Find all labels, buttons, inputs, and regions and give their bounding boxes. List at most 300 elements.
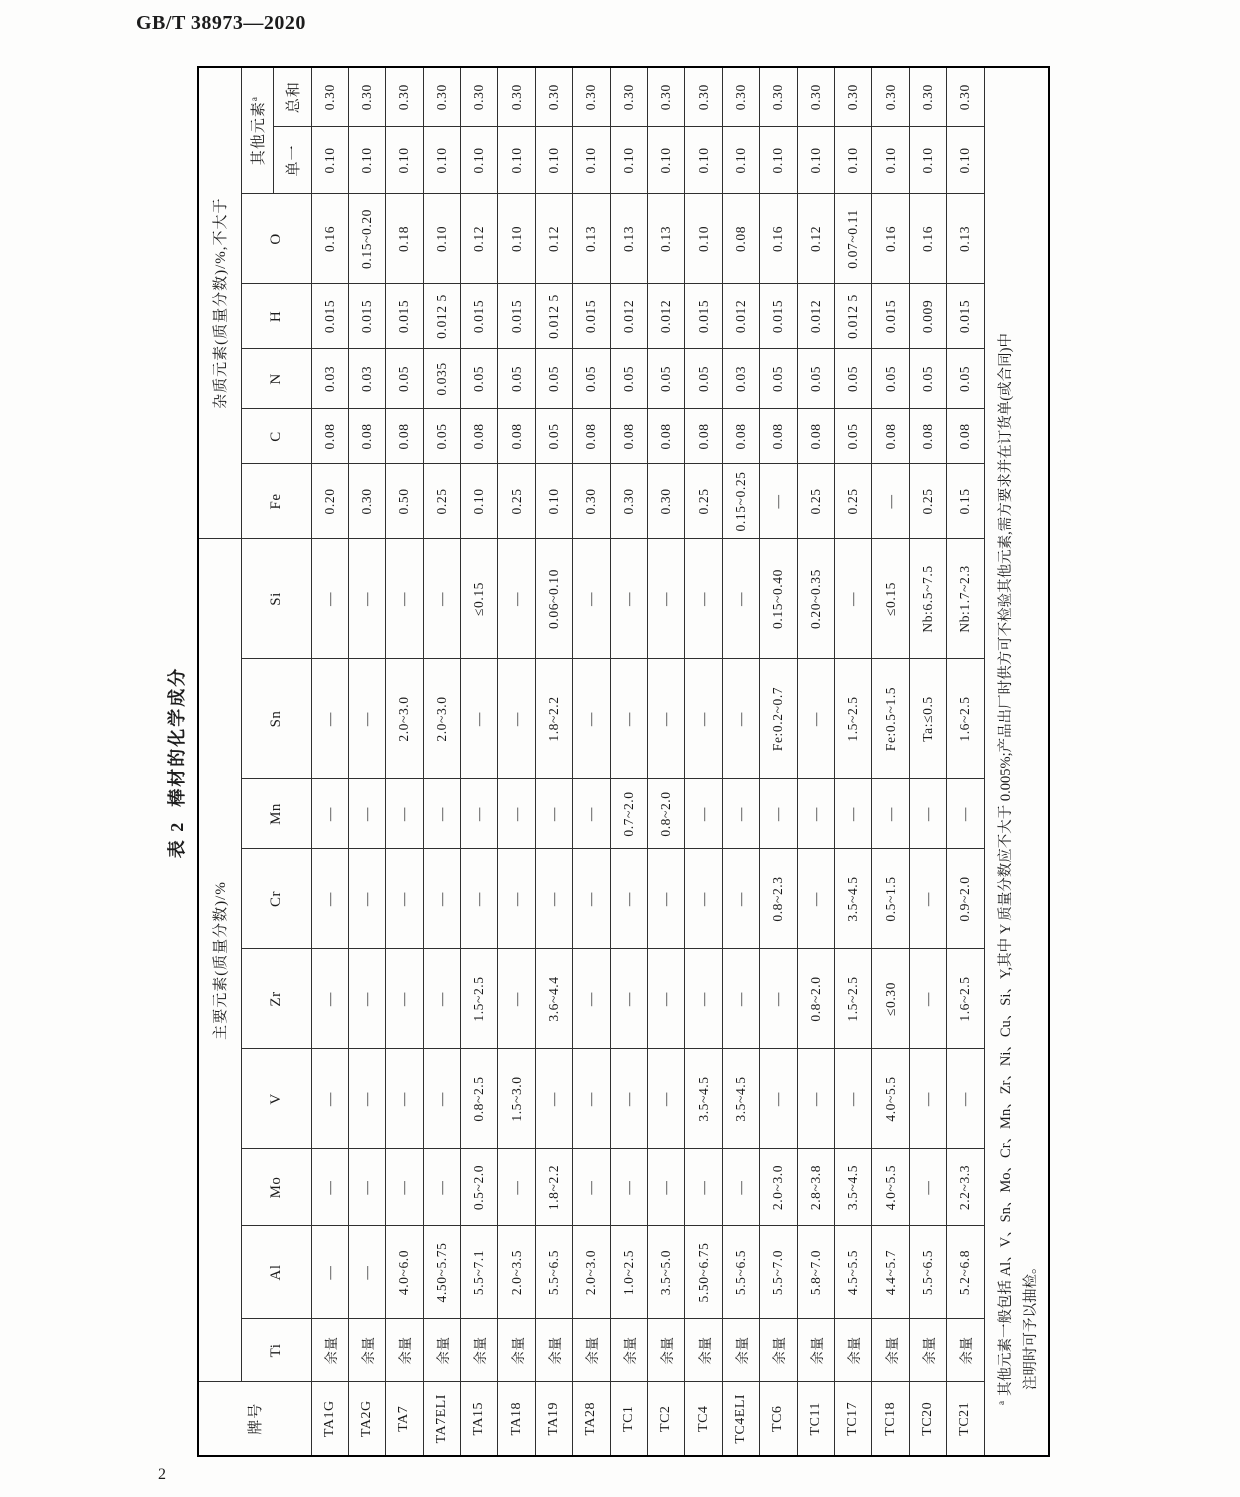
value-cell: —	[535, 1049, 572, 1149]
value-cell: 0.015	[311, 284, 348, 349]
value-cell: 0.08	[872, 409, 909, 464]
value-cell: —	[648, 539, 685, 659]
value-cell: 0.03	[311, 349, 348, 409]
value-cell: —	[311, 779, 348, 849]
value-cell: 3.5~5.0	[648, 1226, 685, 1319]
value-cell: —	[348, 949, 385, 1049]
value-cell: 0.12	[535, 194, 572, 284]
value-cell: 0.015	[498, 284, 535, 349]
value-cell: 3.6~4.4	[535, 949, 572, 1049]
value-cell: —	[909, 1149, 946, 1226]
value-cell: 0.15~0.25	[722, 464, 759, 539]
value-cell: 4.5~5.5	[834, 1226, 871, 1319]
value-cell: —	[348, 539, 385, 659]
value-cell: 余量	[722, 1319, 759, 1382]
value-cell: 0.012	[722, 284, 759, 349]
table-row-TC6	[760, 67, 797, 1456]
value-cell: —	[535, 779, 572, 849]
value-cell: 0.012	[648, 284, 685, 349]
table-row-TA15	[461, 67, 498, 1456]
value-cell: —	[685, 1149, 722, 1226]
value-cell: 0.08	[722, 194, 759, 284]
header-element-Ti: Ti	[241, 1319, 311, 1382]
value-cell: 余量	[498, 1319, 535, 1382]
value-cell: ≤0.30	[872, 949, 909, 1049]
value-cell: 5.8~7.0	[797, 1226, 834, 1319]
value-cell: —	[573, 539, 610, 659]
value-cell: 0.10	[610, 127, 647, 194]
value-cell: 0.30	[311, 67, 348, 127]
value-cell: 0.05	[834, 409, 871, 464]
value-cell: 0.10	[461, 127, 498, 194]
value-cell: Fe:0.2~0.7	[760, 659, 797, 779]
value-cell: 0.08	[461, 409, 498, 464]
value-cell: 0.30	[797, 67, 834, 127]
value-cell: —	[648, 1049, 685, 1149]
header-impurity-group: 杂质元素(质量分数)/%,不大于	[198, 67, 241, 539]
value-cell: 0.30	[685, 67, 722, 127]
value-cell: —	[872, 464, 909, 539]
table-title-text: 棒材的化学成分	[167, 666, 187, 807]
value-cell: 3.5~4.5	[722, 1049, 759, 1149]
value-cell: 0.05	[573, 349, 610, 409]
value-cell: 0.05	[797, 349, 834, 409]
value-cell: 1.5~2.5	[461, 949, 498, 1049]
value-cell: 余量	[461, 1319, 498, 1382]
value-cell: 0.10	[685, 194, 722, 284]
footnote-marker: a	[995, 1401, 1006, 1405]
grade-cell: TA18	[498, 1382, 535, 1456]
value-cell: 0.30	[348, 67, 385, 127]
value-cell: 0.30	[610, 464, 647, 539]
value-cell: —	[348, 1149, 385, 1226]
value-cell: 余量	[834, 1319, 871, 1382]
value-cell: —	[685, 539, 722, 659]
value-cell: 0.30	[573, 67, 610, 127]
value-cell: —	[535, 849, 572, 949]
standard-code: GB/T 38973—2020	[136, 12, 306, 34]
header-element-Mn: Mn	[241, 779, 311, 849]
value-cell: —	[797, 779, 834, 849]
value-cell: 0.05	[461, 349, 498, 409]
value-cell: 0.20	[311, 464, 348, 539]
rotated-table-area	[155, 68, 1048, 1457]
value-cell: 0.9~2.0	[947, 849, 984, 949]
value-cell: 0.15	[947, 464, 984, 539]
value-cell: 0.8~2.3	[760, 849, 797, 949]
value-cell: 0.10	[423, 194, 460, 284]
value-cell: 0.18	[386, 194, 423, 284]
value-cell: —	[685, 779, 722, 849]
value-cell: 0.05	[685, 349, 722, 409]
value-cell: Ta:≤0.5	[909, 659, 946, 779]
value-cell: 5.5~7.0	[760, 1226, 797, 1319]
value-cell: —	[311, 659, 348, 779]
grade-cell: TA19	[535, 1382, 572, 1456]
table-footnote	[984, 67, 1049, 1456]
value-cell: 余量	[648, 1319, 685, 1382]
value-cell: 0.10	[386, 127, 423, 194]
value-cell: 0.012 5	[423, 284, 460, 349]
value-cell: 0.08	[797, 409, 834, 464]
value-cell: 1.8~2.2	[535, 1149, 572, 1226]
footnote-line-2: 注明时可予以抽检。	[1022, 1259, 1039, 1390]
value-cell: 0.50	[386, 464, 423, 539]
header-element-C: C	[241, 409, 311, 464]
value-cell: 2.0~3.5	[498, 1226, 535, 1319]
grade-cell: TC17	[834, 1382, 871, 1456]
value-cell: —	[947, 1049, 984, 1149]
value-cell: —	[834, 779, 871, 849]
header-other-elements-group: 其他元素$^a$	[241, 67, 273, 194]
value-cell: 0.25	[685, 464, 722, 539]
table-row-TC20	[909, 67, 946, 1456]
header-other-single: 单一	[273, 127, 311, 194]
value-cell: 2.2~3.3	[947, 1149, 984, 1226]
value-cell: 0.30	[909, 67, 946, 127]
table-row-TC11	[797, 67, 834, 1456]
value-cell: —	[386, 779, 423, 849]
value-cell: 1.8~2.2	[535, 659, 572, 779]
value-cell: —	[311, 949, 348, 1049]
header-main-elements-group: 主要元素(质量分数)/%	[198, 539, 241, 1382]
value-cell: —	[685, 659, 722, 779]
table-row-TA28	[573, 67, 610, 1456]
value-cell: —	[348, 659, 385, 779]
value-cell: 5.5~6.5	[909, 1226, 946, 1319]
value-cell: —	[610, 659, 647, 779]
header-element-H: H	[241, 284, 311, 349]
value-cell: —	[498, 1149, 535, 1226]
value-cell: 5.5~7.1	[461, 1226, 498, 1319]
chemical-composition-table	[197, 66, 1050, 1457]
value-cell: —	[685, 949, 722, 1049]
value-cell: —	[610, 1049, 647, 1149]
value-cell: —	[573, 1149, 610, 1226]
value-cell: —	[348, 1049, 385, 1149]
value-cell: —	[722, 539, 759, 659]
value-cell: —	[498, 779, 535, 849]
value-cell: Nb:6.5~7.5	[909, 539, 946, 659]
value-cell: 0.16	[872, 194, 909, 284]
value-cell: 5.2~6.8	[947, 1226, 984, 1319]
grade-cell: TC2	[648, 1382, 685, 1456]
table-row-TC4ELI	[722, 67, 759, 1456]
value-cell: —	[909, 949, 946, 1049]
header-element-Zr: Zr	[241, 949, 311, 1049]
value-cell: 0.13	[573, 194, 610, 284]
value-cell: 1.6~2.5	[947, 659, 984, 779]
value-cell: 2.0~3.0	[386, 659, 423, 779]
value-cell: —	[461, 849, 498, 949]
value-cell: 0.05	[872, 349, 909, 409]
grade-cell: TC1	[610, 1382, 647, 1456]
value-cell: —	[573, 849, 610, 949]
value-cell: 0.5~2.0	[461, 1149, 498, 1226]
grade-cell: TC4ELI	[722, 1382, 759, 1456]
value-cell: —	[722, 1149, 759, 1226]
value-cell: 0.13	[648, 194, 685, 284]
table-row-TA18	[498, 67, 535, 1456]
value-cell: 0.12	[461, 194, 498, 284]
value-cell: 0.10	[797, 127, 834, 194]
value-cell: 0.05	[909, 349, 946, 409]
value-cell: 0.08	[909, 409, 946, 464]
grade-cell: TC21	[947, 1382, 984, 1456]
value-cell: 0.015	[573, 284, 610, 349]
value-cell: 0.15~0.40	[760, 539, 797, 659]
value-cell: 0.10	[498, 127, 535, 194]
value-cell: 0.20~0.35	[797, 539, 834, 659]
value-cell: 0.05	[386, 349, 423, 409]
value-cell: 0.30	[386, 67, 423, 127]
value-cell: 0.03	[348, 349, 385, 409]
value-cell: 0.10	[348, 127, 385, 194]
value-cell: —	[648, 659, 685, 779]
value-cell: —	[722, 779, 759, 849]
value-cell: 0.8~2.0	[648, 779, 685, 849]
value-cell: —	[610, 1149, 647, 1226]
value-cell: 余量	[872, 1319, 909, 1382]
value-cell: 0.015	[685, 284, 722, 349]
value-cell: 0.30	[461, 67, 498, 127]
value-cell: —	[311, 539, 348, 659]
value-cell: —	[348, 779, 385, 849]
grade-cell: TC6	[760, 1382, 797, 1456]
value-cell: 0.16	[909, 194, 946, 284]
value-cell: 0.015	[760, 284, 797, 349]
value-cell: 4.50~5.75	[423, 1226, 460, 1319]
value-cell: 1.5~3.0	[498, 1049, 535, 1149]
grade-cell: TA7ELI	[423, 1382, 460, 1456]
value-cell: —	[947, 779, 984, 849]
value-cell: 0.30	[348, 464, 385, 539]
value-cell: 0.15~0.20	[348, 194, 385, 284]
value-cell: 0.10	[760, 127, 797, 194]
value-cell: 0.30	[834, 67, 871, 127]
grade-cell: TC18	[872, 1382, 909, 1456]
value-cell: 0.015	[461, 284, 498, 349]
value-cell: 0.10	[947, 127, 984, 194]
value-cell: 5.50~6.75	[685, 1226, 722, 1319]
value-cell: 0.05	[648, 349, 685, 409]
value-cell: 4.0~5.5	[872, 1149, 909, 1226]
table-title-prefix: 表 2	[167, 820, 187, 859]
value-cell: 0.10	[872, 127, 909, 194]
value-cell: —	[386, 539, 423, 659]
value-cell: —	[573, 949, 610, 1049]
value-cell: 0.05	[535, 409, 572, 464]
value-cell: —	[909, 779, 946, 849]
value-cell: 0.015	[872, 284, 909, 349]
value-cell: 4.0~6.0	[386, 1226, 423, 1319]
value-cell: 0.10	[685, 127, 722, 194]
value-cell: 0.012	[797, 284, 834, 349]
value-cell: 0.08	[760, 409, 797, 464]
value-cell: 0.05	[535, 349, 572, 409]
grade-cell: TA15	[461, 1382, 498, 1456]
value-cell: Fe:0.5~1.5	[872, 659, 909, 779]
value-cell: 2.0~3.0	[760, 1149, 797, 1226]
value-cell: —	[386, 949, 423, 1049]
value-cell: —	[573, 659, 610, 779]
value-cell: 0.10	[535, 464, 572, 539]
table-row-TA19	[535, 67, 572, 1456]
value-cell: 0.012 5	[834, 284, 871, 349]
value-cell: 0.25	[797, 464, 834, 539]
value-cell: 1.0~2.5	[610, 1226, 647, 1319]
value-cell: 0.30	[610, 67, 647, 127]
page-number: 2	[158, 1466, 166, 1483]
value-cell: —	[797, 1049, 834, 1149]
value-cell: —	[760, 949, 797, 1049]
value-cell: 0.10	[423, 127, 460, 194]
value-cell: 0.10	[461, 464, 498, 539]
value-cell: —	[722, 659, 759, 779]
value-cell: —	[423, 539, 460, 659]
value-cell: 2.0~3.0	[573, 1226, 610, 1319]
value-cell: 0.08	[348, 409, 385, 464]
value-cell: 0.03	[722, 349, 759, 409]
value-cell: 0.30	[760, 67, 797, 127]
value-cell: —	[760, 779, 797, 849]
value-cell: 余量	[311, 1319, 348, 1382]
value-cell: —	[386, 1049, 423, 1149]
value-cell: 0.10	[834, 127, 871, 194]
header-element-Mo: Mo	[241, 1149, 311, 1226]
footnote-line-1: $^a$其他元素一般包括 Al、V、Sn、Mo、Cr、Mn、Zr、Ni、Cu、Si、Y,其中 Y 质量分数应不大于 0.005%;产品出厂时供方可不检验其他元素,需方要求并在订货单(或合同)中	[995, 333, 1014, 1405]
value-cell: 余量	[909, 1319, 946, 1382]
value-cell: 0.30	[722, 67, 759, 127]
table-row-TC1	[610, 67, 647, 1456]
value-cell: 0.16	[760, 194, 797, 284]
table-row-TC17	[834, 67, 871, 1456]
value-cell: 0.05	[760, 349, 797, 409]
value-cell: 0.08	[610, 409, 647, 464]
value-cell: 3.5~4.5	[834, 1149, 871, 1226]
value-cell: 0.30	[423, 67, 460, 127]
header-element-Si: Si	[241, 539, 311, 659]
value-cell: 0.25	[834, 464, 871, 539]
value-cell: 1.5~2.5	[834, 659, 871, 779]
value-cell: —	[423, 1049, 460, 1149]
value-cell: —	[348, 1226, 385, 1319]
value-cell: —	[423, 779, 460, 849]
value-cell: 5.5~6.5	[722, 1226, 759, 1319]
value-cell: 0.015	[348, 284, 385, 349]
grade-cell: TC4	[685, 1382, 722, 1456]
value-cell: 0.30	[498, 67, 535, 127]
table-title	[155, 68, 197, 1457]
value-cell: 余量	[685, 1319, 722, 1382]
header-element-Al: Al	[241, 1226, 311, 1319]
value-cell: 余量	[797, 1319, 834, 1382]
value-cell: —	[423, 849, 460, 949]
value-cell: 0.08	[648, 409, 685, 464]
value-cell: —	[760, 1049, 797, 1149]
value-cell: 0.25	[498, 464, 535, 539]
value-cell: —	[909, 1049, 946, 1149]
value-cell: 0.05	[834, 349, 871, 409]
value-cell: —	[498, 539, 535, 659]
header-element-Fe: Fe	[241, 464, 311, 539]
footnote-marker-sup: a	[248, 96, 259, 102]
value-cell: 0.30	[872, 67, 909, 127]
value-cell: 0.25	[423, 464, 460, 539]
value-cell: 0.035	[423, 349, 460, 409]
value-cell: —	[498, 949, 535, 1049]
value-cell: —	[423, 949, 460, 1049]
value-cell: —	[610, 949, 647, 1049]
value-cell: 0.25	[909, 464, 946, 539]
header-grade: 牌号	[198, 1382, 311, 1456]
value-cell: 0.30	[648, 67, 685, 127]
table-row-TA7ELI	[423, 67, 460, 1456]
value-cell: 0.10	[648, 127, 685, 194]
value-cell: 0.30	[947, 67, 984, 127]
value-cell: 0.009	[909, 284, 946, 349]
value-cell: —	[722, 949, 759, 1049]
value-cell: 0.7~2.0	[610, 779, 647, 849]
table-row-TA1G	[311, 67, 348, 1456]
value-cell: —	[610, 539, 647, 659]
value-cell: 余量	[423, 1319, 460, 1382]
value-cell: 5.5~6.5	[535, 1226, 572, 1319]
value-cell: —	[461, 779, 498, 849]
value-cell: 0.30	[573, 464, 610, 539]
value-cell: —	[311, 1226, 348, 1319]
value-cell: 0.10	[722, 127, 759, 194]
value-cell: —	[311, 849, 348, 949]
value-cell: Nb:1.7~2.3	[947, 539, 984, 659]
value-cell: 3.5~4.5	[834, 849, 871, 949]
value-cell: 0.30	[535, 67, 572, 127]
value-cell: 余量	[386, 1319, 423, 1382]
value-cell: —	[648, 949, 685, 1049]
table-row-TC18	[872, 67, 909, 1456]
header-element-O: O	[241, 194, 311, 284]
value-cell: —	[648, 1149, 685, 1226]
value-cell: 0.012 5	[535, 284, 572, 349]
value-cell: 3.5~4.5	[685, 1049, 722, 1149]
value-cell: 0.06~0.10	[535, 539, 572, 659]
value-cell: 0.08	[573, 409, 610, 464]
table-row-TC2	[648, 67, 685, 1456]
value-cell: 4.4~5.7	[872, 1226, 909, 1319]
table-row-TC4	[685, 67, 722, 1456]
value-cell: 0.08	[685, 409, 722, 464]
value-cell: 0.10	[909, 127, 946, 194]
value-cell: 0.08	[498, 409, 535, 464]
value-cell: 4.0~5.5	[872, 1049, 909, 1149]
value-cell: 1.5~2.5	[834, 949, 871, 1049]
grade-cell: TA28	[573, 1382, 610, 1456]
value-cell: 0.10	[573, 127, 610, 194]
value-cell: 0.08	[311, 409, 348, 464]
grade-cell: TA1G	[311, 1382, 348, 1456]
value-cell: 0.8~2.5	[461, 1049, 498, 1149]
header-element-V: V	[241, 1049, 311, 1149]
grade-cell: TC20	[909, 1382, 946, 1456]
value-cell: 0.08	[386, 409, 423, 464]
header-other-total: 总和	[273, 67, 311, 127]
value-cell: 0.13	[610, 194, 647, 284]
value-cell: 余量	[535, 1319, 572, 1382]
value-cell: 0.8~2.0	[797, 949, 834, 1049]
value-cell: 0.10	[535, 127, 572, 194]
value-cell: —	[834, 539, 871, 659]
table-row-TA7	[386, 67, 423, 1456]
